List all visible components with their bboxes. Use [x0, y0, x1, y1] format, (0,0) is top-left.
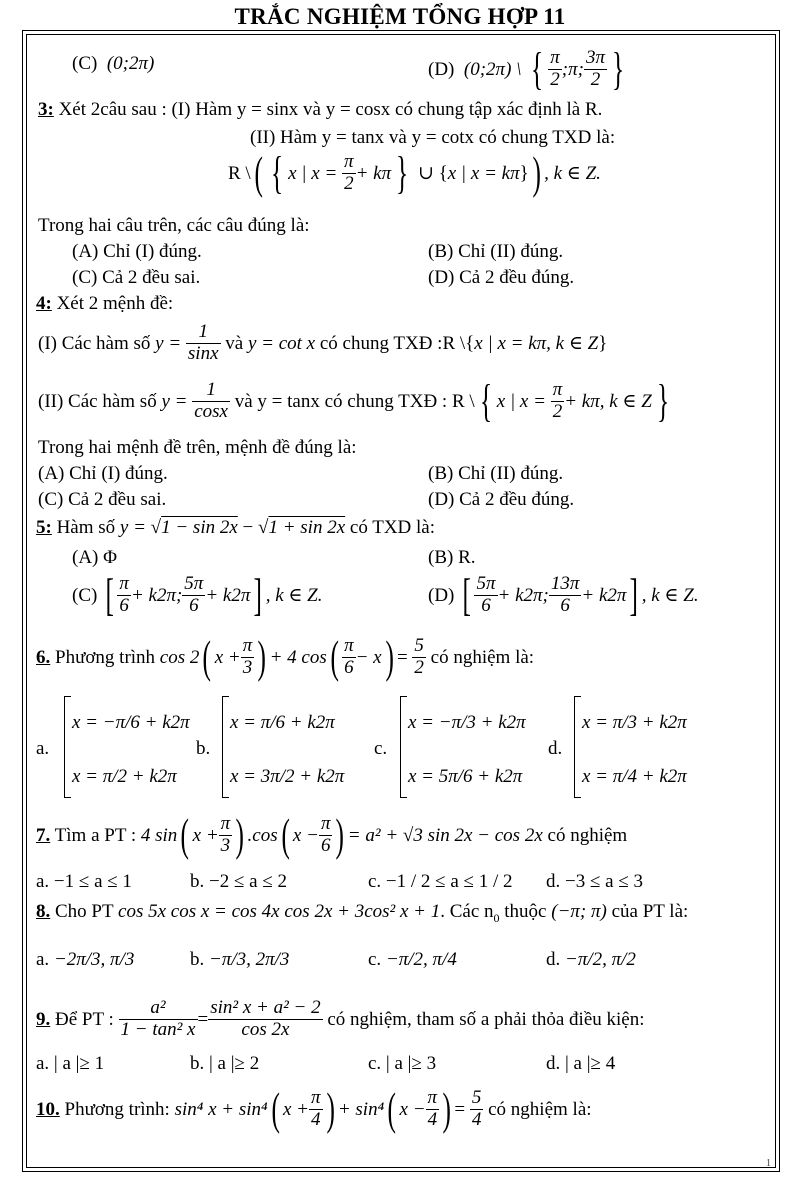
q3-question: Trong hai câu trên, các câu đúng là:: [38, 215, 310, 236]
q9-option-d: d. | a |≥ 4: [546, 1053, 616, 1074]
q5-stem: 5: Hàm số y = √1 − sin 2x − √1 + sin 2x có TXD là:: [36, 517, 436, 538]
q3-option-d: (D) Cả 2 đều đúng.: [428, 267, 575, 288]
q8-option-c: c. −π/2, π/4: [368, 949, 457, 970]
q6-option-d-root-1: x = π/3 + k2π: [582, 712, 687, 733]
q6-option-b-root-1: x = π/6 + k2π: [230, 712, 335, 733]
q7-option-d: d. −3 ≤ a ≤ 3: [546, 871, 644, 892]
q5-option-b: (B) R.: [428, 547, 476, 568]
q4-option-a: (A) Chỉ (I) đúng.: [38, 463, 168, 484]
q8-option-d: d. −π/2, π/2: [546, 949, 636, 970]
q10-stem: 10. Phương trình: sin⁴ x + sin⁴( x + $\frac{\pi}{4}$ ) + sin⁴( x − $\frac{\pi}{4}$ ) = $\frac{5}{4}$ có nghiệm là:: [36, 1082, 592, 1134]
q6-option-a-label: a.: [36, 738, 50, 759]
q5-option-a: (A) Φ: [72, 547, 118, 568]
q6-option-c-label: c.: [374, 738, 388, 759]
page-title: TRẮC NGHIỆM TỔNG HỢP 11: [234, 4, 566, 29]
q7-option-b: b. −2 ≤ a ≤ 2: [190, 871, 288, 892]
q4-option-d: (D) Cả 2 đều đúng.: [428, 489, 575, 510]
q6-stem: 6. Phương trình cos 2( x + $\frac{\pi}{3}$ ) + 4 cos( $\frac{\pi}{6}$ − x) = $\frac{5}{2}$ có nghiệm là:: [36, 630, 535, 682]
q6-option-a-root-1: x = −π/6 + k2π: [72, 712, 190, 733]
q6-option-a-root-2: x = π/2 + k2π: [72, 766, 177, 787]
q8-stem: 8. Cho PT cos 5x cos x = cos 4x cos 2x + 3cos² x + 1. Các $n_0$ thuộc (−π; π) của PT là:: [36, 901, 689, 925]
q9-stem: 9. Để PT : $\frac{\text{a²}}{\text{1 − tan² x}}$ = $\frac{\text{sin² x + a² − 2}}{\cos 2x}$ có nghiệm, tham số a phải thỏa điều kiện:: [36, 997, 645, 1040]
q6-option-c-root-1: x = −π/3 + k2π: [408, 712, 526, 733]
q3-option-b: (B) Chỉ (II) đúng.: [428, 241, 564, 262]
q5-option-d: (D) [ $\frac{5\pi}{6}$ + k2π; $\frac{13\pi}{6}$ + k2π] , k ∈ Z.: [428, 568, 699, 620]
q4-option-c: (C) Cả 2 đều sai.: [38, 489, 167, 510]
q2-option-c: (C) (0;2π): [72, 53, 155, 74]
q4-stem: 4: Xét 2 mệnh đề:: [36, 293, 174, 314]
q5-option-c: (C) [ $\frac{\pi}{6}$ + k2π; $\frac{5\pi}{6}$ + k2π] , k ∈ Z.: [72, 568, 323, 620]
q9-option-c: c. | a |≥ 3: [368, 1053, 437, 1074]
q7-option-c: c. −1 / 2 ≤ a ≤ 1 / 2: [368, 871, 513, 892]
q6-option-b-label: b.: [196, 738, 211, 759]
q4-statement-i: (I) Các hàm số y = $\frac{1}{\sin x}$ và y = cot x có chung TXĐ :R \{x | x = kπ, k ∈ Z}: [38, 321, 608, 364]
q7-option-a: a. −1 ≤ a ≤ 1: [36, 871, 132, 892]
q8-option-a: a. −2π/3, π/3: [36, 949, 135, 970]
q9-option-b: b. | a |≥ 2: [190, 1053, 260, 1074]
q3-stem-2: (II) Hàm y = tanx và y = cotx có chung TXD là:: [250, 127, 616, 148]
page-number: 1: [766, 1158, 771, 1169]
q6-option-d-label: d.: [548, 738, 563, 759]
q3-option-a: (A) Chỉ (I) đúng.: [72, 241, 202, 262]
q6-option-d-root-2: x = π/4 + k2π: [582, 766, 687, 787]
q4-statement-ii: (II) Các hàm số y = $\frac{1}{\cos x}$ và y = tanx có chung TXĐ : R \ { x | x = $\frac{\pi}{2}$ + kπ, k ∈ Z }: [38, 374, 669, 426]
q2-option-d: (D) (0;2π) \ { $\frac{\pi}{2}$ ;π; $\frac{3\pi}{2}$ }: [428, 42, 625, 94]
q4-option-b: (B) Chỉ (II) đúng.: [428, 463, 564, 484]
q4-question: Trong hai mệnh đề trên, mệnh đề đúng là:: [38, 437, 357, 458]
q3-option-c: (C) Cả 2 đều sai.: [72, 267, 201, 288]
q6-option-b-root-2: x = 3π/2 + k2π: [230, 766, 345, 787]
q7-stem: 7. Tìm a PT : 4 sin( x + $\frac{\pi}{3}$ ) .cos( x − $\frac{\pi}{6}$ ) = a² + √3 sin 2x − cos 2x có nghiệm: [36, 808, 628, 860]
q9-option-a: a. | a |≥ 1: [36, 1053, 105, 1074]
q6-option-c-root-2: x = 5π/6 + k2π: [408, 766, 523, 787]
q3-stem: 3: Xét 2câu sau : (I) Hàm y = sinx và y = cosx có chung tập xác định là R.: [38, 99, 603, 120]
q8-option-b: b. −π/3, 2π/3: [190, 949, 290, 970]
q3-set: R \( { x | x = $\frac{\pi}{2}$ + kπ } ∪ {x | x = kπ}) , k ∈ Z.: [228, 146, 601, 198]
